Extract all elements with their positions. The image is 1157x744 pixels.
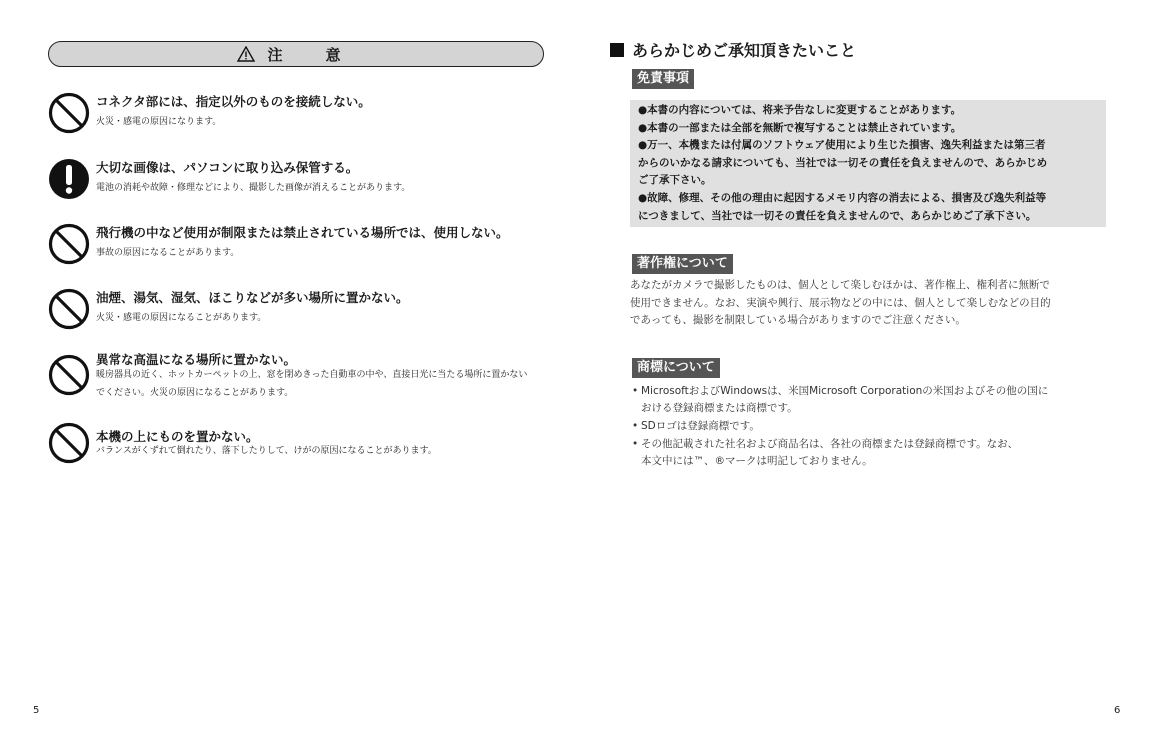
bullet-dot-icon: •	[632, 438, 639, 450]
disclaimer-box	[630, 100, 1106, 227]
caution-banner	[48, 41, 544, 67]
prohibition-icon	[48, 288, 90, 330]
page-number-left: 5	[33, 705, 40, 716]
disclaimer-line: ●本書の一部または全部を無断で複写することは禁止されています。	[638, 121, 962, 134]
caution-heading: 大切な画像は、パソコンに取り込み保管する。	[96, 160, 359, 175]
trademark-bullet	[632, 418, 1119, 435]
trademark-line: その他記載された社名および商品名は、各社の商標または登録商標です。なお、	[641, 438, 1019, 450]
caution-heading: コネクタ部には、指定以外のものを接続しない。	[96, 94, 371, 109]
warning-triangle-icon	[237, 46, 255, 62]
disclaimer-line: ●万一、本機または付属のソフトウェア使用により生じた損害、逸失利益または第三者	[638, 139, 1046, 152]
prohibition-icon	[48, 92, 90, 134]
copyright-paragraph	[630, 277, 1110, 330]
copyright-line: あなたがカメラで撮影したものは、個人として楽しむほかは、著作権上、権利者に無断で	[630, 279, 1050, 291]
trademark-line: おける登録商標または商標です。	[641, 402, 798, 415]
copyright-line: 使用できません。なお、実演や興行、展示物などの中には、個人として楽しむなどの目的	[630, 296, 1051, 309]
bullet-dot-icon: •	[632, 420, 639, 432]
disclaimer-line: からのいかなる請求についても、当社では一切その責任を負えませんので、あらかじめ	[638, 156, 1048, 169]
disclaimer-line: につきまして、当社では一切その責任を負えませんので、あらかじめご了承下さい。	[638, 209, 1037, 222]
caution-description: 火災・感電の原因になります。	[96, 117, 222, 127]
copyright-line: であっても、撮影を制限している場合がありますのでご注意ください。	[630, 314, 966, 327]
caution-description: 火災・感電の原因になることがあります。	[96, 313, 267, 323]
prohibition-icon	[48, 223, 90, 265]
trademark-line: SDロゴは登録商標です。	[641, 420, 760, 432]
page-number-right: 6	[1114, 705, 1121, 716]
caution-title: 注 意	[267, 45, 355, 64]
trademark-bullet	[632, 383, 1119, 418]
section-title	[610, 38, 856, 61]
disclaimer-line: ●本書の内容については、将来予告なしに変更することがあります。	[638, 104, 962, 116]
section-title-text: あらかじめご承知頂きたいこと	[632, 41, 857, 60]
disclaimer-line: ご了承下さい。	[638, 174, 712, 187]
caution-description: 電池の消耗や故障・修理などにより、撮影した画像が消えることがあります。	[96, 183, 411, 193]
caution-heading: 飛行機の中など使用が制限または禁止されている場所では、使用しない。	[96, 225, 509, 240]
disclaimer-tag: 免責事項	[632, 69, 694, 89]
trademark-line: MicrosoftおよびWindowsは、米国Microsoft Corporationの米国およびその他の国に	[641, 385, 1049, 397]
caution-heading: 異常な高温になる場所に置かない。	[96, 352, 297, 367]
copyright-tag: 著作権について	[632, 254, 733, 274]
caution-description: バランスがくずれて倒れたり、落下したりして、けがの原因になることがあります。	[96, 446, 437, 456]
caution-heading: 油煙、湯気、湿気、ほこりなどが多い場所に置かない。	[96, 290, 409, 305]
caution-description: 暖房器具の近く、ホットカーペットの上、窓を閉めきった自動車の中や、直接日光に当たる場所に置かないでください。火災の原因になることがあります。	[96, 370, 528, 398]
caution-heading: 本機の上にものを置かない。	[96, 429, 259, 444]
trademark-tag: 商標について	[632, 358, 720, 378]
bullet-dot-icon: •	[632, 385, 639, 397]
trademark-bullet	[632, 436, 1119, 471]
black-square-icon	[610, 43, 624, 57]
caution-description: 事故の原因になることがあります。	[96, 248, 240, 258]
trademark-line: 本文中には™、®マークは明記しておりません。	[641, 455, 873, 468]
disclaimer-line: ●故障、修理、その他の理由に起因するメモリ内容の消去による、損害及び逸失利益等	[638, 191, 1047, 204]
prohibition-icon	[48, 354, 90, 396]
prohibition-icon	[48, 422, 90, 464]
exclamation-icon	[48, 158, 90, 200]
